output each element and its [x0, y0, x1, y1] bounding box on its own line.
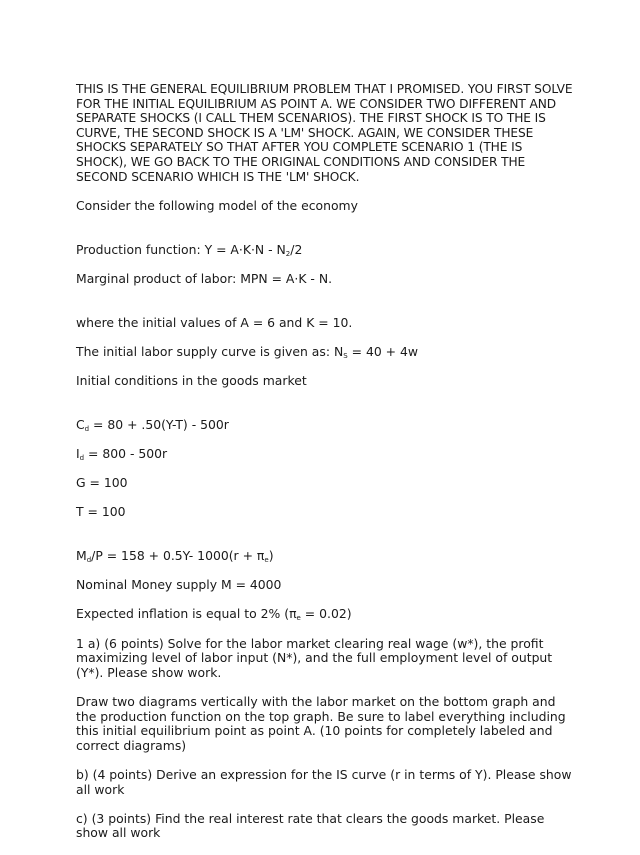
- diagram-instructions: Draw two diagrams vertically with the labor market on the bottom graph and the production function on the top graph. Be sure to label everything including this initial equilibrium point as point A. (10 points for completely labeled and correct diagrams): [76, 693, 566, 753]
- investment-equation: $I_d = 800 - 500r$: [76, 445, 168, 462]
- production-function: Production function: $Y = A\cdot K\cdot N - N_2/2$: [76, 241, 303, 258]
- initial-values: where the initial values of A = 6 and K = 10.: [76, 314, 353, 330]
- question-1a: 1 a) (6 points) Solve for the labor market clearing real wage (w*), the profit maximizing level of labor input (N*), and the full employment level of output (Y*). Please show work.: [76, 635, 553, 680]
- money-demand-equation: $M_d/P = 158 + 0.5Y-$ $1000(r + \pi_e)$: [76, 548, 274, 564]
- question-1c: c) (3 points) Find the real interest rate that clears the goods market. Please show all work: [76, 810, 545, 841]
- question-1b: b) (4 points) Derive an expression for the IS curve (r in terms of Y). Please show all work: [76, 766, 572, 797]
- problem-document: [76, 82, 576, 855]
- labor-supply: The initial labor supply curve is given as: $N_S = 40 + 4w$: [76, 343, 419, 360]
- taxes: T = 100: [76, 504, 126, 520]
- government-spending: G = 100: [76, 475, 128, 491]
- money-supply: Nominal Money supply M = 4000: [76, 577, 282, 593]
- model-heading: Consider the following model of the economy: [76, 197, 358, 213]
- goods-market-heading: Initial conditions in the goods market: [76, 372, 307, 388]
- intro-paragraph: THIS IS THE GENERAL EQUILIBRIUM PROBLEM THAT I PROMISED. YOU FIRST SOLVE FOR THE INITIAL EQUILIBRIUM AS POINT A. WE CONSIDER TWO DIFFERENT AND SEPARATE SHOCKS (I CALL THEM SCENARIOS). THE FIRST SHOCK IS TO THE IS CURVE, THE SECOND SHOCK IS A 'LM' SHOCK. AGAIN, WE CONSIDER THESE SHOCKS SEPARATELY SO THAT AFTER YOU COMPLETE SCENARIO 1 (THE IS SHOCK), WE GO BACK TO THE ORIGINAL CONDITIONS AND CONSIDER THE SECOND SCENARIO WHICH IS THE 'LM' SHOCK.: [76, 82, 573, 184]
- consumption-equation: $C_d = 80 + .50(Y-T) - 500r$: [76, 416, 229, 433]
- expected-inflation: Expected inflation is equal to 2% $(\pi_e = 0.02)$: [76, 606, 352, 623]
- marginal-product-labor: Marginal product of labor: MPN = A·K - N.: [76, 270, 333, 286]
- goods-market-equations: [76, 403, 576, 534]
- production-block: [76, 228, 576, 301]
